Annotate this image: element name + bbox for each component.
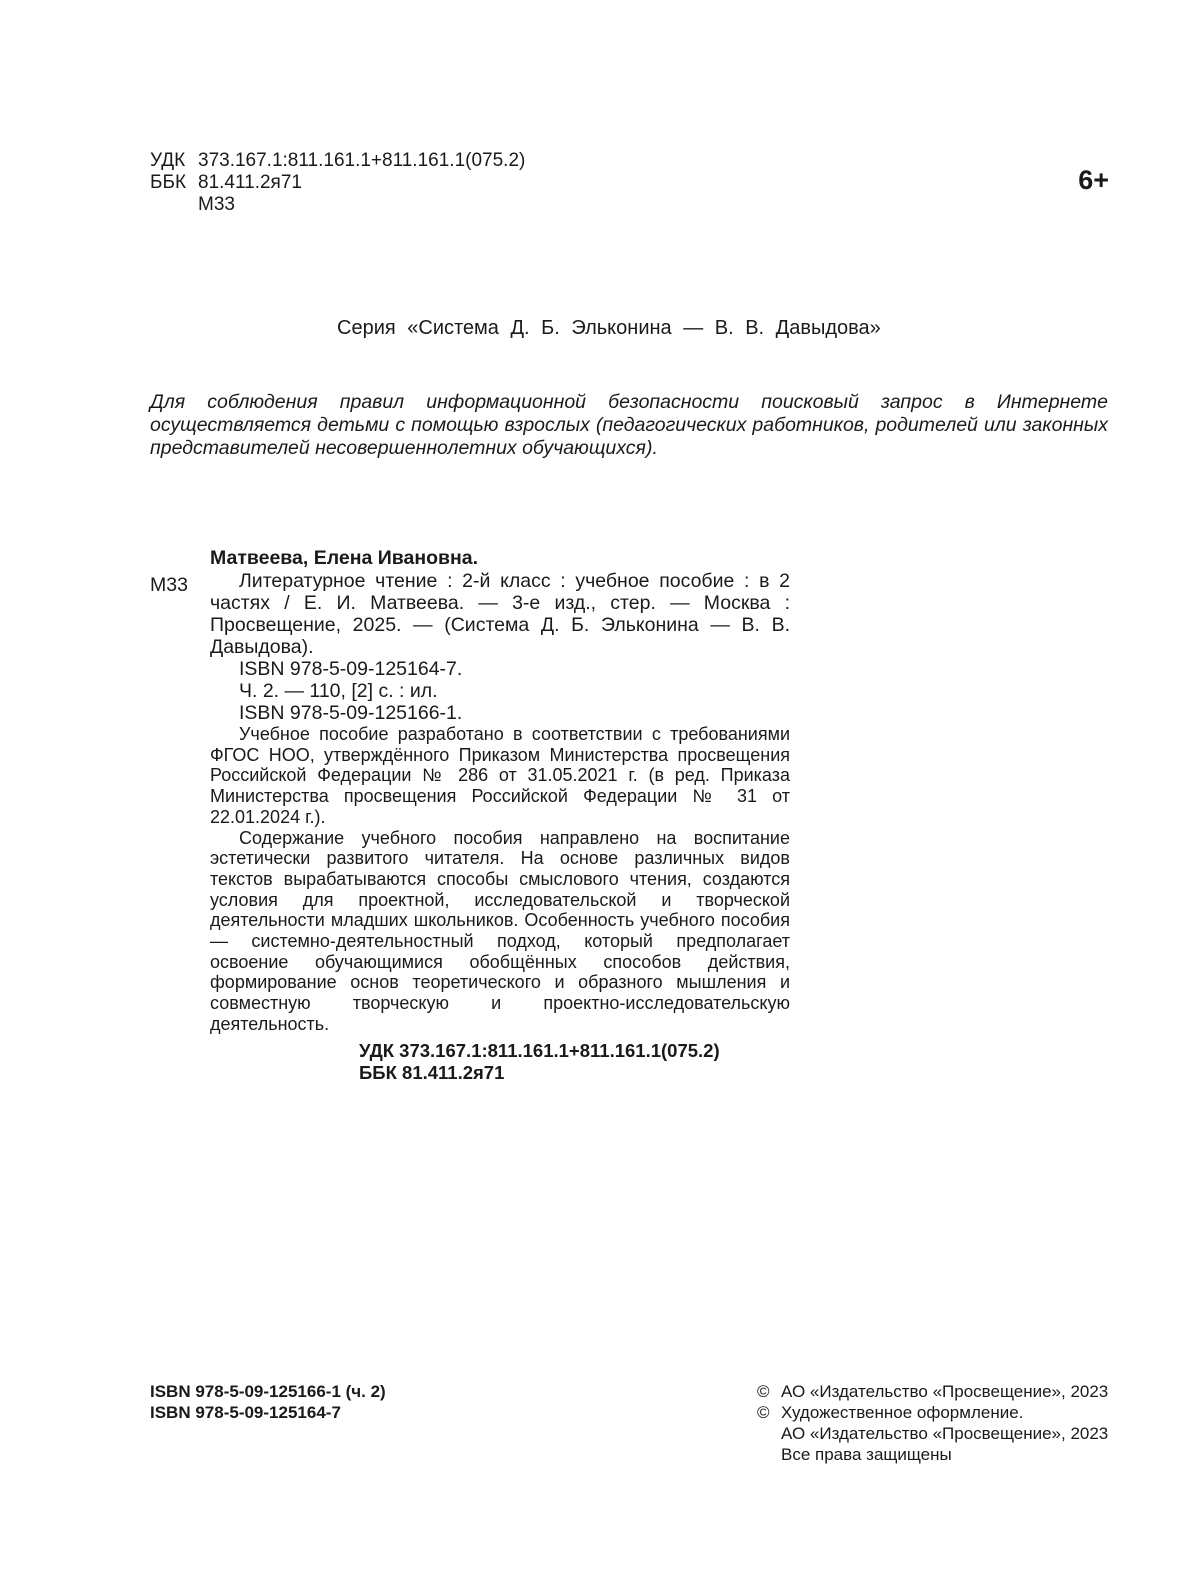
bibliographic-card (210, 570, 790, 1035)
copyright-line-1 (757, 1381, 1108, 1402)
card-abstract: Содержание учебного пособия направлено на воспитание эстетически развитого читателя. На основе различных видов текстов вырабатываются способы смыслового чтения, создаются условия для проектной, исследовательской и творческой деятельности младших школьников. Особенность учебного пособия — системно-деятельностный подход, который предполагает освоение обучающимися обобщённых способов действия, формирование основ теоретического и образного мышления и совместную творческую и проектно-исследовательскую деятельность. (210, 827, 790, 1034)
card-udk: УДК 373.167.1:811.161.1+811.161.1(075.2) (359, 1040, 720, 1061)
card-standard-note: Учебное пособие разработано в соответствии с требованиями ФГОС НОО, утверждённого Приказом Министерства просвещения Российской Федерации № 286 от 31.05.2021 г. (в ред. Приказа Министерства просвещения Российской Федерации № 31 от 22.01.2024 г.). (210, 724, 790, 827)
card-isbn-general: ISBN 978-5-09-125164-7. (239, 658, 463, 680)
card-classification (359, 1040, 720, 1083)
classification-block (150, 150, 525, 216)
isbn-general: ISBN 978-5-09-125164-7 (150, 1403, 341, 1422)
isbn-part-2: ISBN 978-5-09-125166-1 (ч. 2) (150, 1382, 386, 1401)
card-title-block: Литературное чтение : 2-й класс : учебное пособие : в 2 частях / Е. И. Матвеева. — 3-е изд., стер. — Москва : Просвещение, 2025. — (Система Д. Б. Эльконина — В. В. Давыдова). (210, 570, 790, 658)
card-isbn-part: ISBN 978-5-09-125166-1. (239, 702, 463, 724)
copyright-holder-1: АО «Издательство «Просвещение», 2023 (781, 1382, 1109, 1401)
copyright-symbol: © (757, 1382, 770, 1401)
safety-notice: Для соблюдения правил информационной безопасности поисковый запрос в Интернете осуществляется детьми с помощью взрослых (педагогических работников, родителей или законных представителей несовершеннолетних обучающихся). (150, 391, 1108, 459)
copyright-holder-2: АО «Издательство «Просвещение», 2023 (781, 1424, 1109, 1443)
card-part-info: Ч. 2. — 110, [2] с. : ил. (239, 680, 438, 702)
bbk-line (150, 172, 525, 194)
age-rating: 6+ (1078, 165, 1109, 195)
author-sign-line (150, 194, 525, 216)
udk-value: 373.167.1:811.161.1+811.161.1(075.2) (198, 150, 526, 171)
card-author: Матвеева, Елена Ивановна. (210, 547, 479, 569)
series-title: Серия «Система Д. Б. Эльконина — В. В. Давыдова» (337, 317, 881, 339)
udk-line (150, 150, 525, 172)
udk-label: УДК (150, 150, 186, 171)
copyright-block (757, 1381, 1108, 1465)
copyright-symbol: © (757, 1403, 770, 1422)
bbk-label: ББК (150, 172, 187, 193)
copyright-line-2 (757, 1402, 1108, 1423)
isbn-block (150, 1381, 386, 1423)
copyright-design: Художественное оформление. (781, 1403, 1024, 1422)
card-author-sign: М33 (150, 574, 188, 596)
card-bbk: ББК 81.411.2я71 (359, 1061, 505, 1083)
author-sign: М33 (198, 194, 235, 215)
rights-reserved: Все права защищены (781, 1445, 952, 1464)
bbk-value: 81.411.2я71 (198, 172, 302, 193)
